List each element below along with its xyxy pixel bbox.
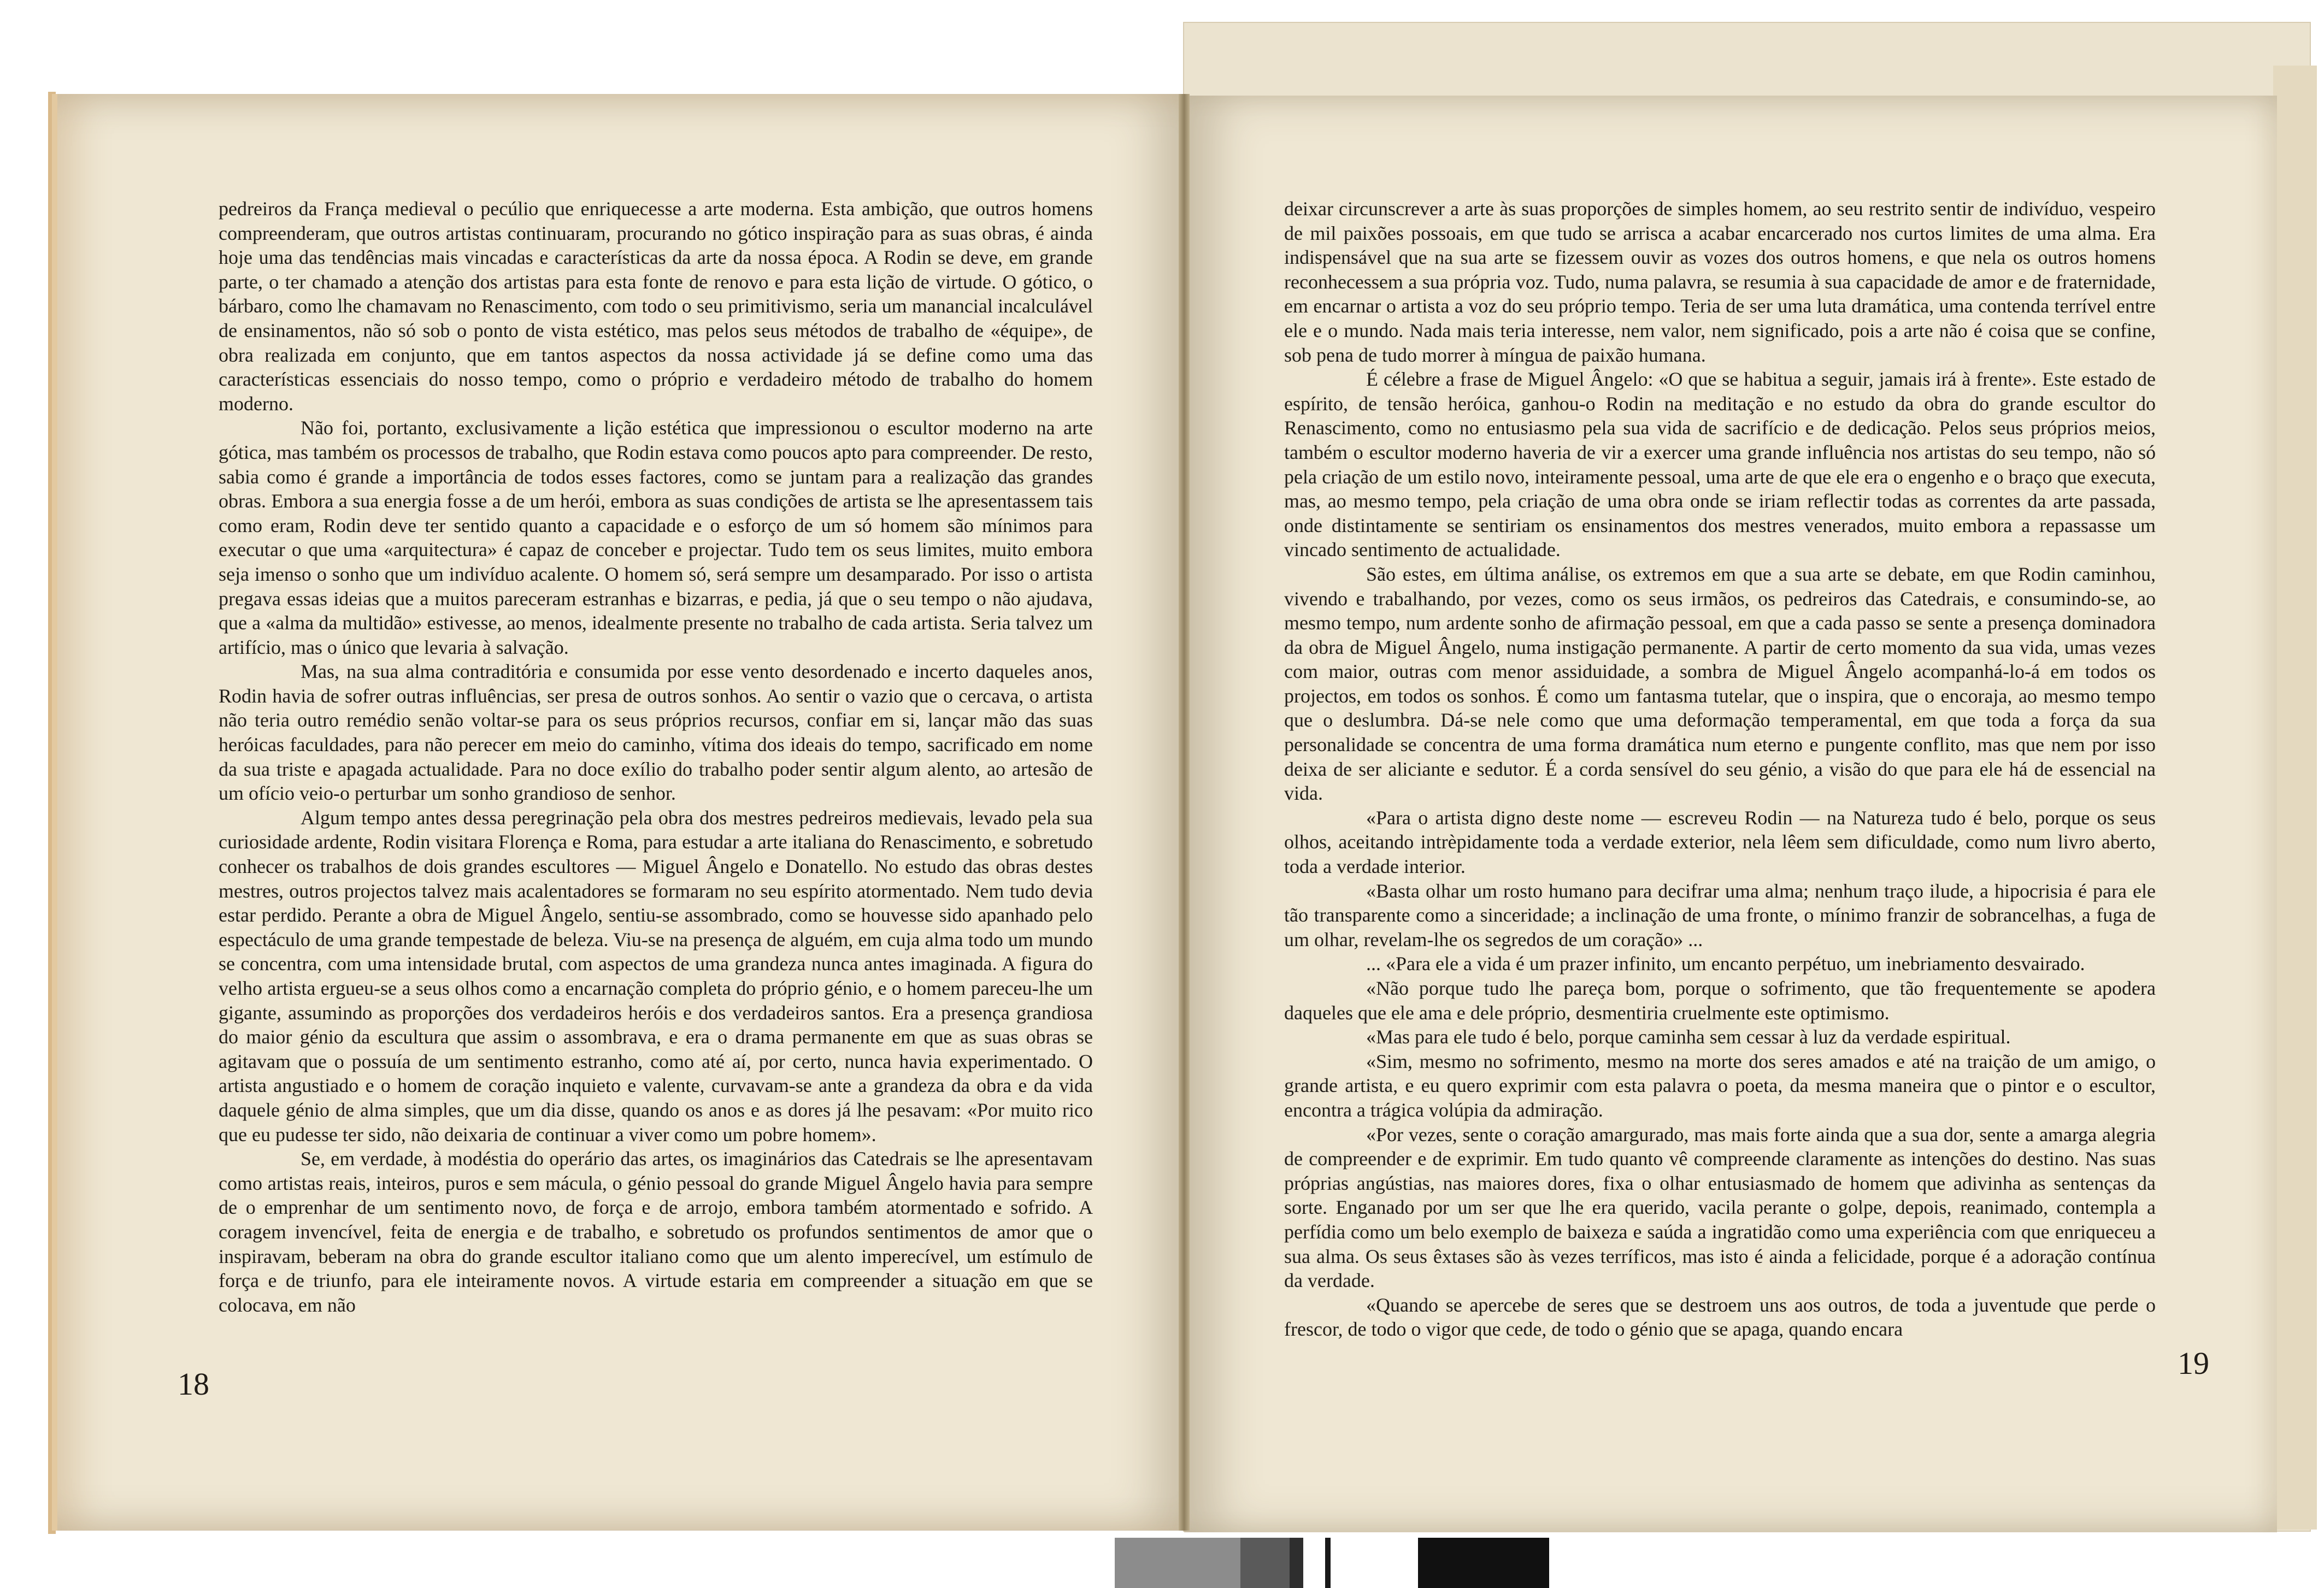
gray-patch: [1115, 1538, 1240, 1588]
paragraph: «Quando se apercebe de seres que se destroem uns aos outros, de toda a juventude que perde o frescor, de todo o vigor que cede, de todo o génio que se apaga, quando encara: [1284, 1294, 2156, 1341]
page-number-left: 18: [178, 1366, 209, 1402]
paragraph: «Por vezes, sente o coração amargurado, mas mais forte ainda que a sua dor, sente a amarga alegria de compreender e de exprimir. Em tudo quanto vê compreende claramente as intenções do destino. Nas suas próprias angústias, nas maiores dores, fixa o olhar entusiasmado de homem que adivinha as sentenças da sorte. Enganado por um ser que lhe era querido, vacila perante o golpe, depois, reanimado, contempla a perfídia como um belo exemplo de baixeza e saúda a ingratidão como uma experiência com que enriqueceu a sua alma. Os seus êxtases são às vezes terríficos, mas isto é ainda a felicidade, porque é a adoração contínua da verdade.: [1284, 1123, 2156, 1292]
paragraph: Algum tempo antes dessa peregrinação pela obra dos mestres pedreiros medievais, levado pela sua curiosidade ardente, Rodin visitara Florença e Roma, para estudar a arte italiana do Renascimento, e sobretudo conhecer os trabalhos de dois grandes escultores — Miguel Ângelo e Donatello. No estudo das obras destes mestres, outros projectos talvez mais acalentadores se formaram no seu espírito atormentado. Nem tudo devia estar perdido. Perante a obra de Miguel Ângelo, sentiu-se assombrado, como se houvesse sido apanhado pelo espectáculo de uma grande tempestade de beleza. Viu-se na presença de alguém, em cuja alma todo um mundo se concentra, com uma intensidade brutal, com aspectos de uma grandeza nunca antes imaginada. A figura do velho artista ergueu-se a seus olhos como a encarnação completa do próprio génio, e o homem pareceu-lhe um gigante, assumindo as proporções dos verdadeiros heróis e dos verdadeiros santos. Era a presença grandiosa do maior génio da escultura que assim o assombrava, e era o drama permanente em que as suas obras se agitavam que o possuía de um sentimento estranho, como até aí, por certo, nunca havia experimentado. O artista angustiado e o homem de coração inquieto e valente, curvavam-se ante a grandeza da obra e da vida daquele génio de alma simples, que um dia disse, quando os anos e as dores já lhe pesavam: «Por muito rico que eu pudesse ter sido, não deixaria de continuar a viver como um pobre homem».: [219, 806, 1093, 1146]
paragraph: «Sim, mesmo no sofrimento, mesmo na morte dos seres amados e até na traição de um amigo, o grande artista, e eu quero exprimir com esta palavra o poeta, da mesma maneira que o pintor e o escultor, encontra a trágica volúpia da admiração.: [1284, 1050, 2156, 1121]
gray-patch: [1290, 1538, 1303, 1588]
left-page-text: [219, 197, 1093, 1317]
paragraph: «Para o artista digno deste nome — escreveu Rodin — na Natureza tudo é belo, porque os seus olhos, aceitando intrèpidamente toda a verdade exterior, nela lêem sem dificuldade, como num livro aberto, toda a verdade interior.: [1284, 806, 2156, 878]
gray-patch: [1325, 1538, 1331, 1588]
paragraph: São estes, em última análise, os extremos em que a sua arte se debate, em que Rodin caminhou, vivendo e trabalhando, por vezes, como os seus irmãos, os pedreiros das Catedrais, e consumindo-se, ao mesmo tempo, num ardente sonho de afirmação pessoal, em que a cada passo se sente a presença dominadora da obra de Miguel Ângelo, numa instigação permanente. A partir de certo momento da sua vida, umas vezes com maior, outras com menor assiduidade, a sombra de Miguel Ângelo acompanhá-lo-á em todos os projectos, em todos os sonhos. É como um fantasma tutelar, que o inspira, que o encoraja, ao mesmo tempo que o deslumbra. Dá-se nele como que uma deformação temperamental, em que toda a força da sua personalidade se concentra de uma forma dramática num eterno e pungente conflito, mas que nem por isso deixa de ser aliciante e sedutor. É a corda sensível do seu génio, a visão do que para ele há de essencial na vida.: [1284, 563, 2156, 805]
scan-calibration-strip: [1115, 1538, 1549, 1588]
book-gutter: [1179, 94, 1190, 1531]
paragraph: ... «Para ele a vida é um prazer infinito, um encanto perpétuo, um inebriamento desvairado.: [1366, 953, 2085, 975]
gray-patch: [1331, 1538, 1418, 1588]
paragraph: «Não porque tudo lhe pareça bom, porque o sofrimento, que tão frequentemente se apodera daqueles que ele ama e dele próprio, desmentiria cruelmente este optimismo.: [1284, 977, 2156, 1024]
paragraph: pedreiros da França medieval o pecúlio que enriquecesse a arte moderna. Esta ambição, que outros homens compreenderam, que outros artistas continuaram, procurando no gótico inspiração para as suas obras, é ainda hoje uma das tendências mais vincadas e características da arte da nossa época. A Rodin se deve, em grande parte, o ter chamado a atenção dos artistas para esta fonte de renovo e para esta lição de virtude. O gótico, o bárbaro, como lhe chamavam no Renascimento, com todo o seu primitivismo, seria um manancial incalculável de ensinamentos, não só sob o ponto de vista estético, mas pelos seus métodos de trabalho de «équipe», de obra realizada em conjunto, que em tantos aspectos da nossa actividade já se define como uma das características essenciais do nosso tempo, como o próprio e verdadeiro método de trabalho do homem moderno.: [219, 198, 1093, 415]
paragraph: Se, em verdade, à modéstia do operário das artes, os imaginários das Catedrais se lhe apresentavam como artistas reais, inteiros, puros e sem mácula, o génio pessoal do grande Miguel Ângelo havia para sempre de o emprenhar de um sentimento novo, de força e de arrojo, embora também atormentado e sofrido. A coragem invencível, feita de energia e de trabalho, e sobretudo os profundos sentimentos de amor que o inspiravam, beberam na obra do grande escultor italiano como que um alento imperecível, um estímulo de força e de triunfo, para ele inteiramente novos. A virtude estaria em compreender a situação em que se colocava, em não: [219, 1148, 1093, 1316]
page-stack-edge: [2273, 66, 2317, 1530]
paragraph: «Basta olhar um rosto humano para decifrar uma alma; nenhum traço ilude, a hipocrisia é para ele tão transparente como a sinceridade; a inclinação de uma fronte, o mínimo franzir de sobrancelhas, a fuga de um olhar, revelam-lhe os segredos de um coração» ...: [1284, 879, 2156, 951]
paragraph: deixar circunscrever a arte às suas proporções de simples homem, ao seu restrito sentir de indivíduo, vespeiro de mil paixões possoais, em que tudo se arrisca a acabar encarcerado nos curtos limites de uma alma. Era indispensável que na sua arte se fizessem ouvir as vozes dos outros homens, e que nela os outros homens reconhecessem a sua própria voz. Tudo, numa palavra, se resumia à sua capacidade de amor e de fraternidade, em encarnar o artista a voz do seu próprio tempo. Teria de ser uma luta dramática, uma contenda terrível entre ele e o mundo. Nada mais teria interesse, nem valor, nem significado, pois a arte não é coisa que se confine, sob pena de tudo morrer à míngua de paixão humana.: [1284, 198, 2156, 366]
black-patch: [1418, 1538, 1549, 1588]
gray-patch: [1303, 1538, 1325, 1588]
right-page-text: [1284, 197, 2156, 1342]
paragraph: É célebre a frase de Miguel Ângelo: «O que se habitua a seguir, jamais irá à frente». Este estado de espírito, de tensão heróica, ganhou-o Rodin na meditação e no estudo da obra do grande escultor do Renascimento, como no entusiasmo pela sua vida de sacrifício e de dedicação. Pelos seus próprios meios, também o escultor moderno haveria de vir a exercer uma grande influência nos artistas do seu tempo, não só pela criação de um estilo novo, inteiramente pessoal, uma arte de que ele era o engenho e o braço que executa, mas, ao mesmo tempo, pela criação de uma obra onde se iriam reflectir todas as correntes da arte passada, onde distintamente se sentiriam os ensinamentos dos mestres venerados, muito embora a repassasse um vincado sentimento de actualidade.: [1284, 368, 2156, 561]
paragraph: «Mas para ele tudo é belo, porque caminha sem cessar à luz da verdade espiritual.: [1366, 1026, 2011, 1048]
page-number-right: 19: [2178, 1345, 2209, 1381]
gray-patch: [1240, 1538, 1290, 1588]
paragraph: Mas, na sua alma contraditória e consumida por esse vento desordenado e incerto daqueles anos, Rodin havia de sofrer outras influências, ser presa de outros sonhos. Ao sentir o vazio que o cercava, o artista não teria outro remédio senão voltar-se para os seus próprios recursos, confiar em si, lançar mão das suas heróicas faculdades, para não perecer em meio do caminho, vítima dos ideais do tempo, sacrificado em nome da sua triste e apagada actualidade. Para no doce exílio do trabalho poder sentir algum alento, ao artesão de um ofício veio-o perturbar um sonho grandioso de senhor.: [219, 660, 1093, 805]
paragraph: Não foi, portanto, exclusivamente a lição estética que impressionou o escultor moderno na arte gótica, mas também os processos de trabalho, que Rodin estava como poucos apto para compreender. De resto, sabia como é grande a importância de todos esses factores, como se juntam para a realização das grandes obras. Embora a sua energia fosse a de um herói, embora as suas condições de artista se lhe apresentassem tais como eram, Rodin deve ter sentido quanto a capacidade e o esforço de um só homem são mínimos para executar o que uma «arquitectura» é capaz de conceber e projectar. Tudo tem os seus limites, muito embora seja imenso o sonho que um indivíduo acalente. O homem só, será sempre um desamparado. Por isso o artista pregava essas ideias que a muitos pareceram estranhas e bizarras, e pedia, já que o seu tempo o não ajudava, que a «alma da multidão» estivesse, ao menos, idealmente presente no trabalho de cada artista. Seria talvez um artifício, mas o único que levaria à salvação.: [219, 417, 1093, 658]
